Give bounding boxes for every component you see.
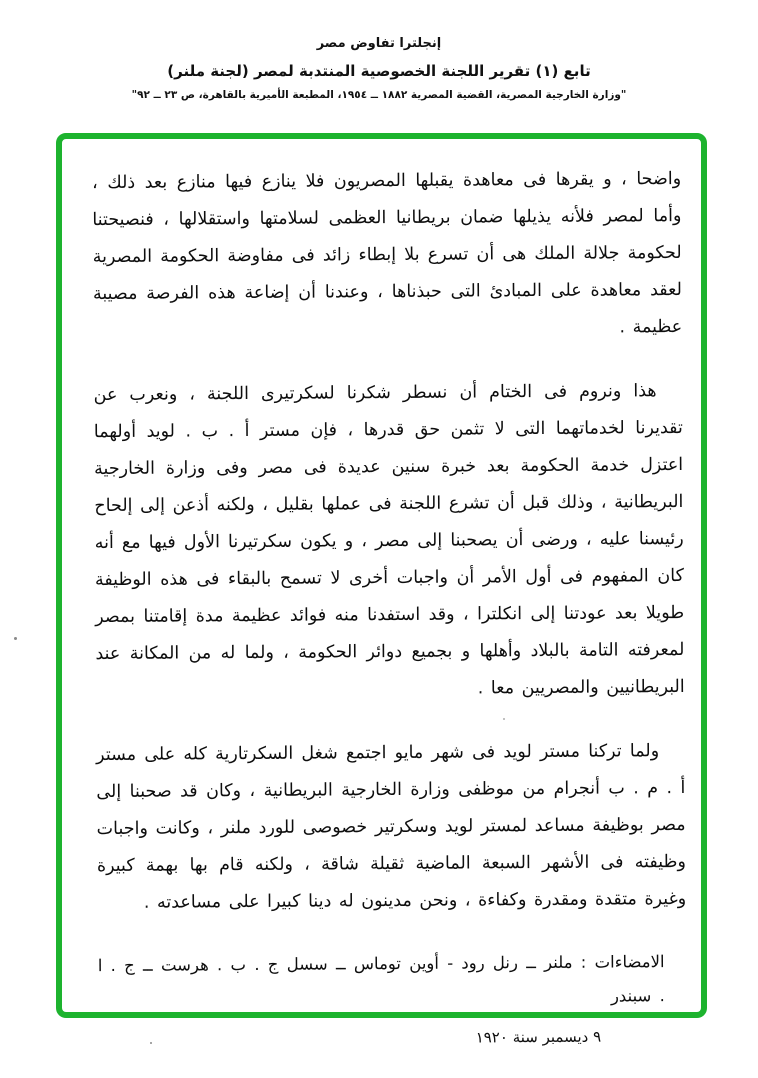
header-subtitle: تابع (١) تقرير اللجنة الخصوصية المنتدبة لمصر (لجنة ملنر)	[167, 62, 591, 80]
highlight-frame	[56, 133, 707, 1047]
scan-speck	[503, 718, 505, 720]
paragraph-3: ولما تركنا مستر لويد فى شهر مايو اجتمع شغل السكرتارية كله على مستر أ . م . ب أنجرام من موظفى وزارة الخارجية البريطانية ، وكان قد صحبنا إلى مصر بوظيفة مساعد لمستر لويد وسكرتير خصوصى للورد ملنر ، وكانت واجبات وظيفته فى الأشهر السبعة الماضية ثقيلة شاقة ، ولكنه قام بها بهمة كبيرة وغيرة متقدة ومقدرة وكفاءة ، ونحن مدينون له دينا كبيرا على مساعدته .	[96, 741, 687, 913]
document-header	[0, 36, 758, 101]
header-title: إنجلترا تفاوض مصر	[316, 36, 442, 51]
scan-speck	[14, 637, 17, 640]
signatures-line: الامضاءات : ملنر ــ رنل رود - أوين توماس ــ سسل ج . ب . هرست ــ ج . ا . سبندر	[97, 952, 665, 1006]
scan-speck	[150, 1042, 152, 1044]
paragraph-2: هذا ونروم فى الختام أن نسطر شكرنا لسكرتيرى اللجنة ، ونعرب عن تقديرنا لخدماتهما التى لا تثمن حق قدرها ، فإن مستر أ . ب . لويد أولهما اعتزل خدمة الحكومة بعد خبرة سنين عديدة فى مصر وفى وزارة الخارجية البريطانية ، وذلك قبل أن تشرع اللجنة فى عملها بقليل ، ولكنه أذعن إلى إلحاح رئيسنا عليه ، ورضى أن يصحبنا إلى مصر ، و يكون سكرتيرنا الأول فيها مع أنه كان المفهوم فى أول الأمر أن واجبات أخرى لا تسمح بالبقاء فى هذه الوظيفة طويلا بعد عودتنا إلى انكلترا ، وقد استفدنا منه فوائد عظيمة مدة إقامتنا بمصر لمعرفته التامة بالبلاد وأهلها و بجميع دوائر الحكومة ، ولما له من المكانة عند البريطانيين والمصريين معا .	[93, 381, 685, 699]
date-line: ٩ ديسمبر سنة ١٩٢٠	[475, 1027, 602, 1047]
paragraph-1: واضحا ، و يقرها فى معاهدة يقبلها المصريون فلا ينازع فيها منازع بعد ذلك ، وأما لمصر فلأنه يذيلها ضمان بريطانيا العظمى لسلامتها واستقلالها ، فنصيحتنا لحكومة جلالة الملك هى أن تسرع بلا إبطاء زائد فى مفاوضة الحكومة المصرية لعقد معاهدة على المبادئ التى حبذناها ، وعندنا أن إضاعة هذه الفرصة مصيبة عظيمة .	[92, 168, 683, 338]
document-text-block	[92, 161, 687, 1049]
header-source-citation: "وزارة الخارجية المصرية، القضية المصرية ١٨٨٢ ــ ١٩٥٤، المطبعة الأميرية بالقاهرة، ص ٢٣ ــ ٩٢"	[131, 89, 627, 101]
